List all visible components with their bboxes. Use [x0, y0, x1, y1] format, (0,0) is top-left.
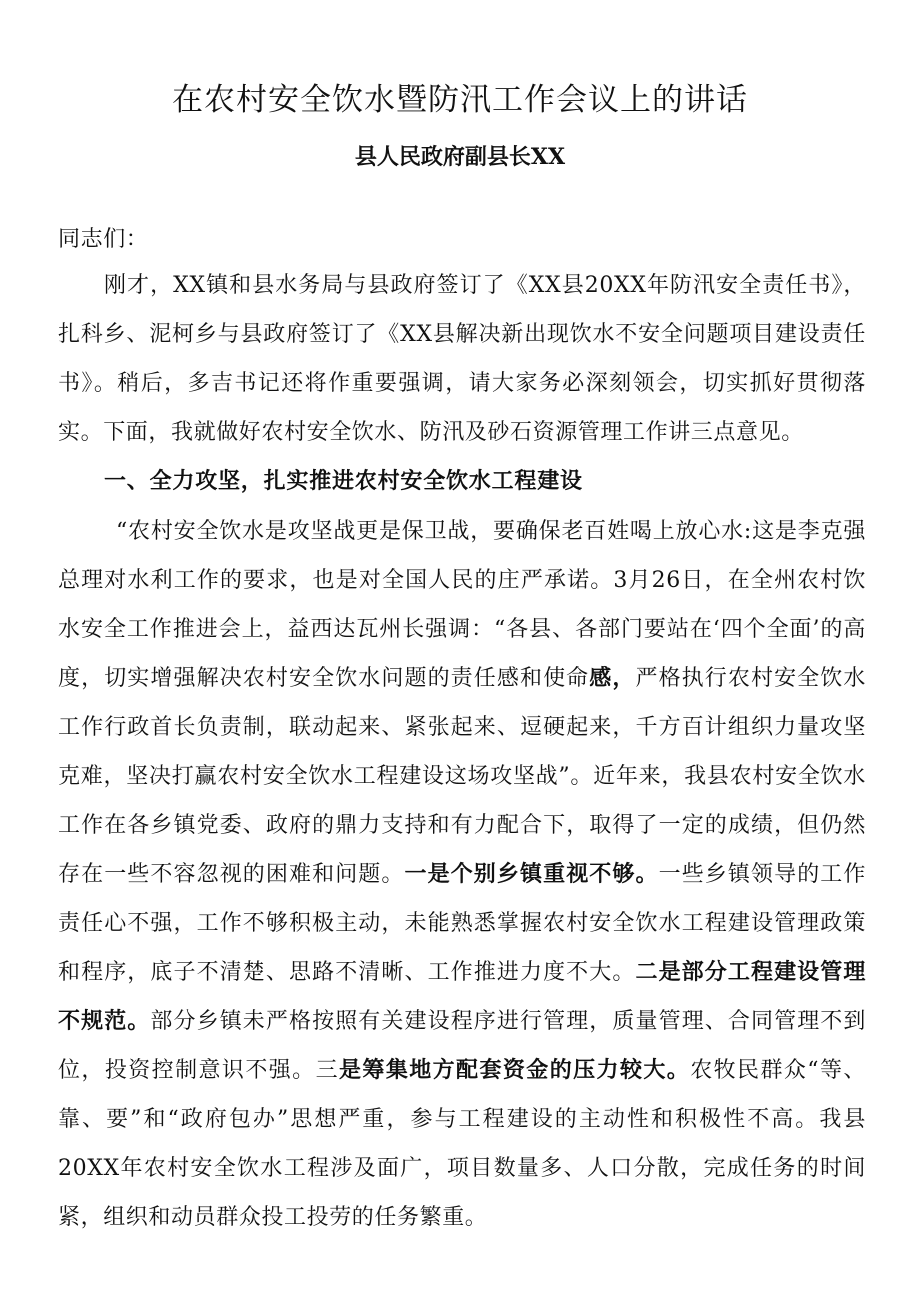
paragraph-intro: 刚才，XX镇和县水务局与县政府签订了《XX县20XX年防汛安全责任书》，扎科乡、泥柯乡与县政府签订了《XX县解决新出现饮水不安全问题项目建设责任书》。稍后，多吉书记还将作重要强调，请大家务必深刻领会，切实抓好贯彻落实。下面，我就做好农村安全饮水、防汛及砂石资源管理工作讲三点意见。 [58, 273, 866, 445]
section-heading-1: 一、全力攻坚，扎实推进农村安全饮水工程建设 [104, 469, 583, 494]
emphasis-point-2: 二是部分工程建设管理不规范。 [58, 959, 866, 1034]
emphasis-point-3: 是筹集地方配套资金的压力较大。 [338, 1057, 691, 1083]
emphasis-point-1: 一是个别乡镇重视不够。 [404, 861, 659, 887]
paragraph-text: 农牧民群众“等、靠、要”和“政府包办”思想严重，参与工程建设的主动性和积极性不高。我县20XX年农村安全饮水工程涉及面广，项目数量多、人口分散，完成任务的时间紧，组织和动员群众投工投劳的任务繁重。 [58, 1058, 866, 1230]
paragraph-text: 一些乡镇领导的工作责任心不强，工作不够积极主动，未能熟悉掌握农村安全饮水工程建设管理政策和程序，底子不清楚、思路不清晰、工作推进力度不大。 [58, 862, 866, 985]
paragraph-text: 严格执行农村安全饮水工作行政首长负责制，联动起来、紧张起来、逗硬起来，千方百计组织力量攻坚克难，坚决打赢农村安全饮水工程建设这场攻坚战”。近年来，我县农村安全饮水工作在各乡镇党委、政府的鼎力支持和有力配合下，取得了一定的成绩，但仍然存在一些不容忽视的困难和问题。 [58, 666, 866, 887]
paragraph-section-1 [58, 507, 866, 1242]
salutation: 同志们： [58, 227, 149, 252]
document-title: 在农村安全饮水暨防汛工作会议上的讲话 [172, 82, 748, 118]
speaker-byline: 县人民政府副县长XX [354, 144, 566, 170]
bold-text: 感， [589, 665, 636, 691]
paragraph-text: 部分乡镇未严格按照有关建设程序进行管理，质量管理、合同管理不到位，投资控制意识不强。三 [58, 1009, 866, 1083]
paragraph-text: “农村安全饮水是攻坚战更是保卫战，要确保老百姓喝上放心水:这是李克强总理对水利工作的要求，也是对全国人民的庄严承诺。3月26日，在全州农村饮水安全工作推进会上，益西达瓦州长强调：“各县、各部门要站在‘四个全面’的高度，切实增强解决农村安全饮水问题的责任感和使命 [58, 519, 866, 691]
